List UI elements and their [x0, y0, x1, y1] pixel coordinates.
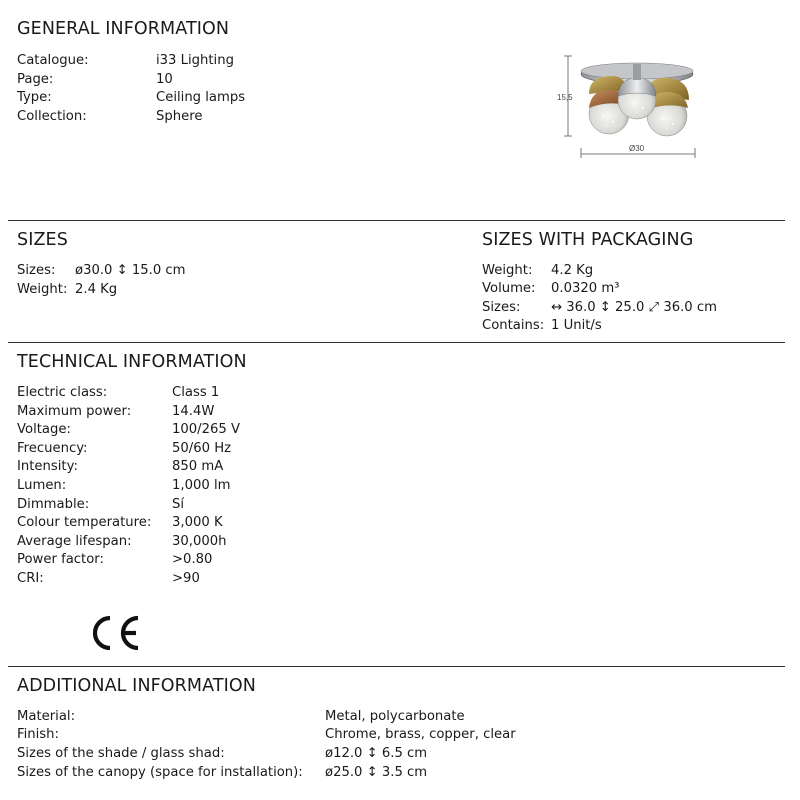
row-value: 4.2 Kg: [551, 263, 594, 278]
row-value: 850 mA: [172, 459, 224, 474]
row-value: 0.0320 m³: [551, 281, 620, 296]
row-label: Sizes:: [17, 263, 56, 278]
row-label: Sizes of the shade / glass shad:: [17, 746, 225, 761]
row-label: Page:: [17, 72, 54, 87]
row-label: Average lifespan:: [17, 534, 132, 549]
general-information-heading: GENERAL INFORMATION: [17, 19, 230, 39]
row-label: Colour temperature:: [17, 515, 152, 530]
row-label: Intensity:: [17, 459, 78, 474]
row-label: Type:: [17, 90, 52, 105]
row-value: 2.4 Kg: [75, 282, 118, 297]
row-value: Sí: [172, 497, 185, 512]
row-value: 50/60 Hz: [172, 441, 232, 456]
row-label: Sizes:: [482, 300, 521, 315]
row-label: Voltage:: [17, 422, 71, 437]
row-label: Contains:: [482, 318, 545, 333]
row-label: Lumen:: [17, 478, 67, 493]
row-label: Dimmable:: [17, 497, 90, 512]
row-value: 100/265 V: [172, 422, 240, 437]
row-value: Ceiling lamps: [156, 90, 246, 105]
sizes-heading: SIZES: [17, 230, 68, 250]
row-value: 1,000 lm: [172, 478, 231, 493]
row-value: ↔ 36.0 ↕ 25.0 ⤢ 36.0 cm: [551, 300, 717, 315]
section-divider: [8, 666, 785, 667]
section-divider: [8, 220, 785, 221]
row-value: ø25.0 ↕ 3.5 cm: [325, 765, 428, 780]
row-label: Collection:: [17, 109, 87, 124]
row-value: i33 Lighting: [156, 53, 234, 68]
row-value: ø12.0 ↕ 6.5 cm: [325, 746, 428, 761]
row-value: >90: [172, 571, 200, 586]
row-label: Power factor:: [17, 552, 104, 567]
row-label: Material:: [17, 709, 76, 724]
row-value: Class 1: [172, 385, 220, 400]
product-dimension-drawing: [555, 50, 705, 162]
row-label: Weight:: [17, 282, 68, 297]
row-label: CRI:: [17, 571, 44, 586]
ce-mark-icon: [88, 612, 142, 654]
row-label: Maximum power:: [17, 404, 132, 419]
center-stem: [633, 64, 641, 80]
row-label: Weight:: [482, 263, 533, 278]
row-label: Electric class:: [17, 385, 108, 400]
row-value: 3,000 K: [172, 515, 223, 530]
additional-information-heading: ADDITIONAL INFORMATION: [17, 676, 256, 696]
row-value: 10: [156, 72, 173, 87]
height-label: 15,5: [557, 93, 573, 102]
row-value: 1 Unit/s: [551, 318, 602, 333]
section-divider: [8, 342, 785, 343]
row-label: Frecuency:: [17, 441, 88, 456]
row-value: >0.80: [172, 552, 213, 567]
row-label: Finish:: [17, 727, 59, 742]
width-label: Ø30: [629, 144, 645, 153]
row-value: 14.4W: [172, 404, 215, 419]
row-label: Sizes of the canopy (space for installation):: [17, 765, 303, 780]
row-value: Metal, polycarbonate: [325, 709, 465, 724]
row-value: 30,000h: [172, 534, 227, 549]
row-value: ø30.0 ↕ 15.0 cm: [75, 263, 186, 278]
packaging-heading: SIZES WITH PACKAGING: [482, 230, 694, 250]
row-label: Volume:: [482, 281, 536, 296]
row-value: Chrome, brass, copper, clear: [325, 727, 516, 742]
row-value: Sphere: [156, 109, 203, 124]
technical-information-heading: TECHNICAL INFORMATION: [17, 352, 247, 372]
row-label: Catalogue:: [17, 53, 89, 68]
